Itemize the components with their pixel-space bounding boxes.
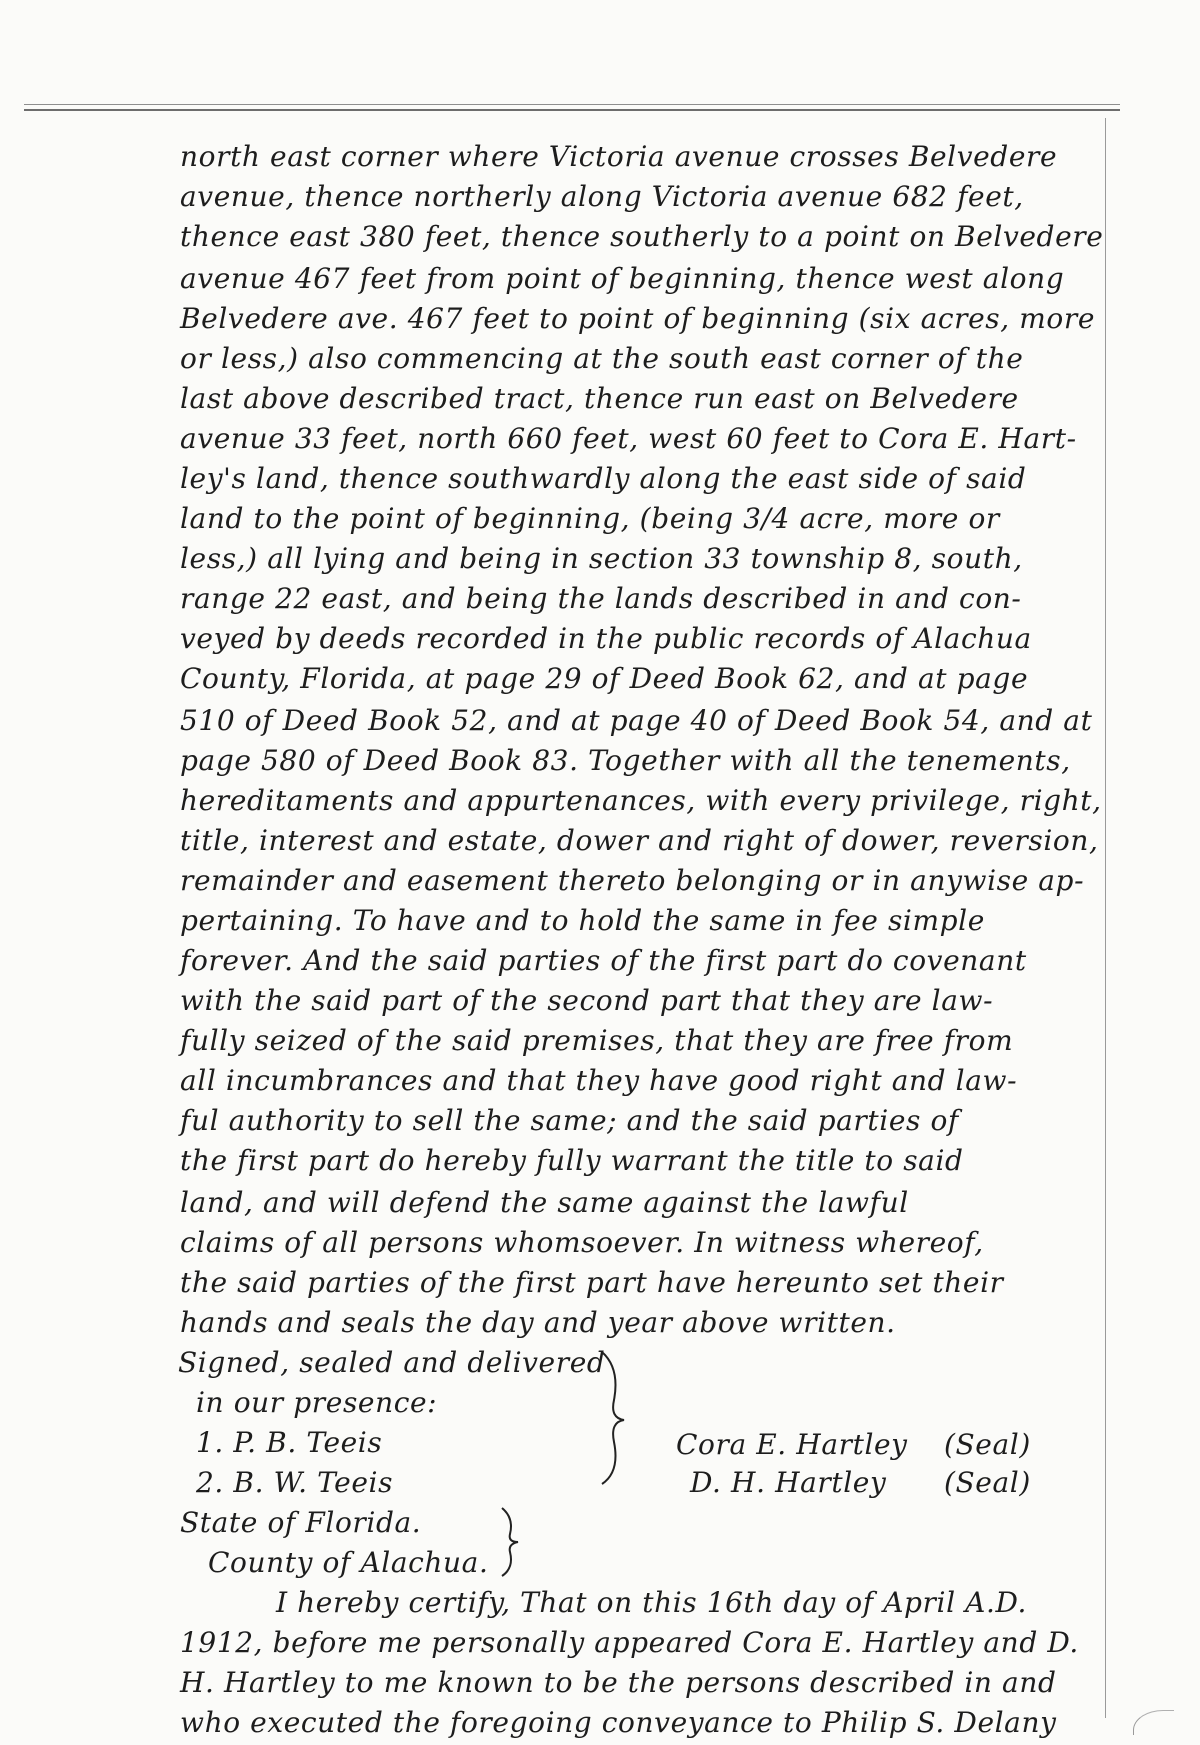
top-rule-thick bbox=[24, 109, 1120, 111]
deed-line: the first part do hereby fully warrant the title to said bbox=[180, 1144, 964, 1177]
deed-line: pertaining. To have and to hold the same in fee simple bbox=[180, 904, 985, 937]
deed-line: last above described tract, thence run east on Belvedere bbox=[180, 382, 1019, 415]
deed-line: the said parties of the first part have hereunto set their bbox=[180, 1266, 1004, 1299]
deed-line: veyed by deeds recorded in the public records of Alachua bbox=[180, 622, 1032, 655]
signer-2-seal: (Seal) bbox=[944, 1466, 1031, 1499]
deed-line: County, Florida, at page 29 of Deed Book 62, and at page bbox=[180, 662, 1029, 695]
signed-sealed-line: Signed, sealed and delivered bbox=[178, 1346, 606, 1379]
deed-line: 510 of Deed Book 52, and at page 40 of Deed Book 54, and at bbox=[180, 704, 1093, 737]
deed-line: claims of all persons whomsoever. In witness whereof, bbox=[180, 1226, 984, 1259]
in-presence-line: in our presence: bbox=[196, 1386, 438, 1419]
deed-line: title, interest and estate, dower and right of dower, reversion, bbox=[180, 824, 1099, 857]
venue-state: State of Florida. bbox=[180, 1506, 422, 1539]
deed-line: all incumbrances and that they have good right and law- bbox=[180, 1064, 1018, 1097]
ack-line: 1912, before me personally appeared Cora E. Hartley and D. bbox=[180, 1626, 1079, 1659]
deed-line: ley's land, thence southwardly along the east side of said bbox=[180, 462, 1027, 495]
deed-line: less,) all lying and being in section 33 township 8, south, bbox=[180, 542, 1023, 575]
right-margin-rule bbox=[1105, 118, 1106, 1718]
deed-line: or less,) also commencing at the south east corner of the bbox=[180, 342, 1024, 375]
top-rule-thin bbox=[24, 104, 1120, 105]
deed-line: page 580 of Deed Book 83. Together with all the tenements, bbox=[180, 744, 1071, 777]
venue-county: County of Alachua. bbox=[208, 1546, 489, 1579]
deed-line: north east corner where Victoria avenue crosses Belvedere bbox=[180, 140, 1058, 173]
venue-brace-icon bbox=[498, 1504, 522, 1580]
deed-line: ful authority to sell the same; and the said parties of bbox=[180, 1104, 959, 1137]
deed-line: avenue 33 feet, north 660 feet, west 60 feet to Cora E. Hart- bbox=[180, 422, 1077, 455]
deed-line: thence east 380 feet, thence southerly to a point on Belvedere bbox=[180, 220, 1104, 253]
deed-line: avenue, thence northerly along Victoria avenue 682 feet, bbox=[180, 180, 1024, 213]
ack-line: H. Hartley to me known to be the persons described in and bbox=[180, 1666, 1057, 1699]
deed-line: Belvedere ave. 467 feet to point of beginning (six acres, more bbox=[180, 302, 1096, 335]
witness-1-signature: 1. P. B. Teeis bbox=[196, 1426, 383, 1459]
deed-line: range 22 east, and being the lands described in and con- bbox=[180, 582, 1022, 615]
deed-line: land, and will defend the same against the lawful bbox=[180, 1186, 909, 1219]
witness-brace-icon bbox=[598, 1348, 632, 1488]
signer-1-signature: Cora E. Hartley bbox=[676, 1428, 908, 1461]
signer-2-signature: D. H. Hartley bbox=[690, 1466, 887, 1499]
deed-line: hands and seals the day and year above written. bbox=[180, 1306, 896, 1339]
signer-1-seal: (Seal) bbox=[944, 1428, 1031, 1461]
ack-line: who executed the foregoing conveyance to Philip S. Delany bbox=[180, 1706, 1057, 1739]
page-corner-curl bbox=[1133, 1710, 1174, 1735]
deed-line: with the said part of the second part that they are law- bbox=[180, 984, 994, 1017]
deed-line: fully seized of the said premises, that they are free from bbox=[180, 1024, 1014, 1057]
deed-line: land to the point of beginning, (being 3/4 acre, more or bbox=[180, 502, 1000, 535]
witness-2-signature: 2. B. W. Teeis bbox=[196, 1466, 394, 1499]
deed-line: forever. And the said parties of the first part do covenant bbox=[180, 944, 1027, 977]
deed-line: avenue 467 feet from point of beginning, thence west along bbox=[180, 262, 1065, 295]
deed-line: remainder and easement thereto belonging or in anywise ap- bbox=[180, 864, 1085, 897]
deed-line: hereditaments and appurtenances, with every privilege, right, bbox=[180, 784, 1102, 817]
ack-line: I hereby certify, That on this 16th day of April A.D. bbox=[276, 1586, 1028, 1619]
